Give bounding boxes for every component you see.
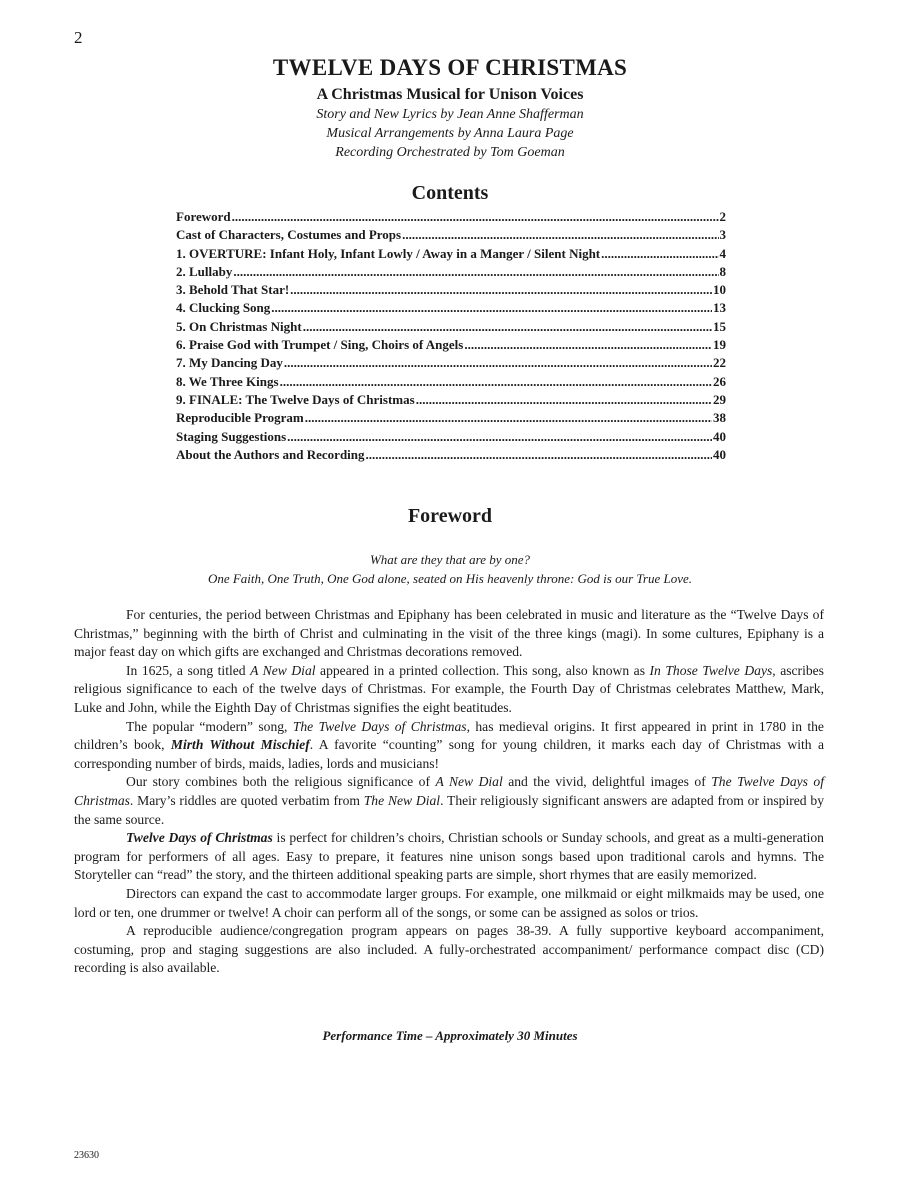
epigraph-line-2: One Faith, One Truth, One God alone, seated on His heavenly throne: God is our True Love. xyxy=(207,571,693,586)
toc-entry-page: 4 xyxy=(719,245,726,261)
toc-entry-title: Cast of Characters, Costumes and Props xyxy=(176,227,402,243)
text-span: The popular “modern” song, xyxy=(126,718,293,734)
toc-entry-page: 38 xyxy=(713,410,726,426)
toc-entry-title: Reproducible Program xyxy=(176,410,304,426)
toc-entry xyxy=(176,391,726,409)
text-span: . Their religiously significant answers are adapted from or inspired by the same source. xyxy=(74,792,824,827)
toc-entry xyxy=(176,299,726,317)
toc-leader-dots xyxy=(284,354,712,372)
toc-entry-title: Foreword xyxy=(176,209,231,224)
contents-heading: Contents xyxy=(411,182,489,204)
text-span: In 1625, a song titled xyxy=(126,662,251,678)
document-title: TWELVE DAYS OF CHRISTMAS xyxy=(272,55,628,80)
epigraph-line-1: What are they that are by one? xyxy=(369,552,531,567)
toc-leader-dots xyxy=(287,428,712,446)
toc-entry xyxy=(176,208,726,226)
foreword-paragraph-6: Directors can expand the cast to accommodate larger groups. For example, one milkmaid or eight milkmaids may be used, one lord or ten, one drummer or twelve! A choir can perform all of the songs, or some can be assigned as solos or trios. xyxy=(74,885,824,920)
toc-entry-page: 2 xyxy=(719,209,726,224)
toc-entry-page: 40 xyxy=(713,446,726,462)
toc-entry-page: 10 xyxy=(713,282,726,298)
toc-entry-page: 40 xyxy=(713,428,726,444)
text-span: appeared in a printed collection. This song, also known as xyxy=(315,662,650,678)
toc-entry-title: 2. Lullaby xyxy=(176,263,233,279)
toc-leader-dots xyxy=(402,226,718,244)
text-span: . Mary’s riddles are quoted verbatim from xyxy=(129,792,364,808)
toc-entry xyxy=(176,336,726,354)
credit-lyrics: Story and New Lyrics by Jean Anne Shafferman xyxy=(316,107,584,122)
text-span: and the vivid, delightful images of xyxy=(502,774,712,790)
toc-entry-title: 7. My Dancing Day xyxy=(176,355,283,371)
table-of-contents xyxy=(176,208,726,464)
toc-leader-dots xyxy=(366,446,712,464)
song-title: A New Dial xyxy=(435,774,503,790)
toc-leader-dots xyxy=(233,263,718,281)
song-title: A New Dial xyxy=(250,662,316,678)
credit-arrangements: Musical Arrangements by Anna Laura Page xyxy=(326,126,574,141)
foreword-paragraph-5 xyxy=(74,829,824,885)
toc-entry xyxy=(176,373,726,391)
song-title: In Those Twelve Days xyxy=(649,662,773,678)
text-span: , has medieval origins. It first appeared in print in 1780 in the children’s book, xyxy=(74,718,824,753)
toc-entry xyxy=(176,428,726,446)
foreword-paragraph-7: A reproducible audience/congregation program appears on pages 38-39. A fully supportive keyboard accompaniment, costuming, prop and staging suggestions are also included. A fully-orchestrated accompaniment/ performance compact disc (CD) recording is also available. xyxy=(74,923,824,976)
toc-entry-page: 22 xyxy=(713,355,726,371)
toc-entry xyxy=(176,245,726,263)
toc-entry-title: About the Authors and Recording xyxy=(176,446,365,462)
foreword-heading: Foreword xyxy=(407,505,493,527)
performance-time: Performance Time – Approximately 30 Minutes xyxy=(322,1028,578,1043)
toc-entry-title: 8. We Three Kings xyxy=(176,373,279,389)
text-span: , ascribes religious significance to each of the twelve days of Christmas. For example, the Fourth Day of Christmas celebrates Matthew, Mark, Luke and John, while the Eighth Day of Christmas signifies the eight beatitudes. xyxy=(74,662,824,715)
page-number: 2 xyxy=(74,28,83,47)
title-block xyxy=(0,54,900,162)
musical-title: Twelve Days of Christmas xyxy=(126,830,273,846)
toc-entry-title: 3. Behold That Star! xyxy=(176,282,290,298)
song-title: The Twelve Days of Christmas xyxy=(74,774,824,808)
toc-entry-page: 13 xyxy=(713,300,726,316)
toc-entry-page: 26 xyxy=(713,373,726,389)
foreword-paragraph-4 xyxy=(74,773,824,829)
toc-leader-dots xyxy=(464,336,712,354)
text-span: Our story combines both the religious significance of xyxy=(126,774,436,790)
text-span: . A favorite “counting” song for young children, it marks each day of Christmas with a corresponding number of birds, maids, ladies, lords and musicians! xyxy=(74,737,824,771)
toc-entry-page: 29 xyxy=(713,391,726,407)
toc-entry xyxy=(176,281,726,299)
text-span: is perfect for children’s choirs, Christian schools or Sunday schools, and great as a multi-generation program for performers of all ages. Easy to prepare, it features nine unison songs based upon traditional carols and hymns. The Storyteller can “read” the story, and the thirteen additional speaking parts are simple, short rhymes that are easily memorized. xyxy=(74,830,824,883)
toc-leader-dots xyxy=(305,409,712,427)
foreword-body xyxy=(74,606,824,978)
toc-entry-title: 6. Praise God with Trumpet / Sing, Choirs of Angels xyxy=(176,337,464,353)
document-subtitle: A Christmas Musical for Unison Voices xyxy=(316,86,584,103)
toc-leader-dots xyxy=(290,281,712,299)
foreword-paragraph-2 xyxy=(74,662,824,718)
document-id: 23630 xyxy=(74,1150,99,1161)
toc-entry-page: 3 xyxy=(719,227,726,243)
foreword-paragraph-1: For centuries, the period between Christmas and Epiphany has been celebrated in music and literature as the “Twelve Days of Christmas,” beginning with the birth of Christ and culminating in the visit of the three kings (magi). In some cultures, Epiphany is a major feast day on which gifts are exchanged and Christmas decorations removed. xyxy=(74,607,824,660)
toc-entry-title: 1. OVERTURE: Infant Holy, Infant Lowly / Away in a Manger / Silent Night xyxy=(176,245,601,261)
toc-leader-dots xyxy=(416,391,712,409)
toc-entry xyxy=(176,354,726,372)
book-title: Mirth Without Mischief xyxy=(170,737,310,753)
toc-entry xyxy=(176,318,726,336)
credit-orchestration: Recording Orchestrated by Tom Goeman xyxy=(335,145,565,160)
toc-entry xyxy=(176,409,726,427)
toc-leader-dots xyxy=(232,208,719,226)
epigraph xyxy=(0,550,900,588)
toc-entry-title: 5. On Christmas Night xyxy=(176,318,302,334)
song-title: The Twelve Days of Christmas xyxy=(292,718,467,734)
foreword-paragraph-3 xyxy=(74,718,824,774)
toc-entry-page: 19 xyxy=(713,337,726,353)
toc-entry xyxy=(176,446,726,464)
toc-leader-dots xyxy=(280,373,712,391)
song-title: The New Dial xyxy=(363,792,441,808)
toc-leader-dots xyxy=(271,299,712,317)
toc-entry-page: 8 xyxy=(719,263,726,279)
toc-entry-title: 4. Clucking Song xyxy=(176,300,271,316)
toc-entry-title: Staging Suggestions xyxy=(176,428,287,444)
toc-entry xyxy=(176,263,726,281)
toc-entry-page: 15 xyxy=(713,318,726,334)
toc-entry xyxy=(176,226,726,244)
toc-leader-dots xyxy=(303,318,712,336)
toc-leader-dots xyxy=(601,245,718,263)
toc-entry-title: 9. FINALE: The Twelve Days of Christmas xyxy=(176,391,415,407)
